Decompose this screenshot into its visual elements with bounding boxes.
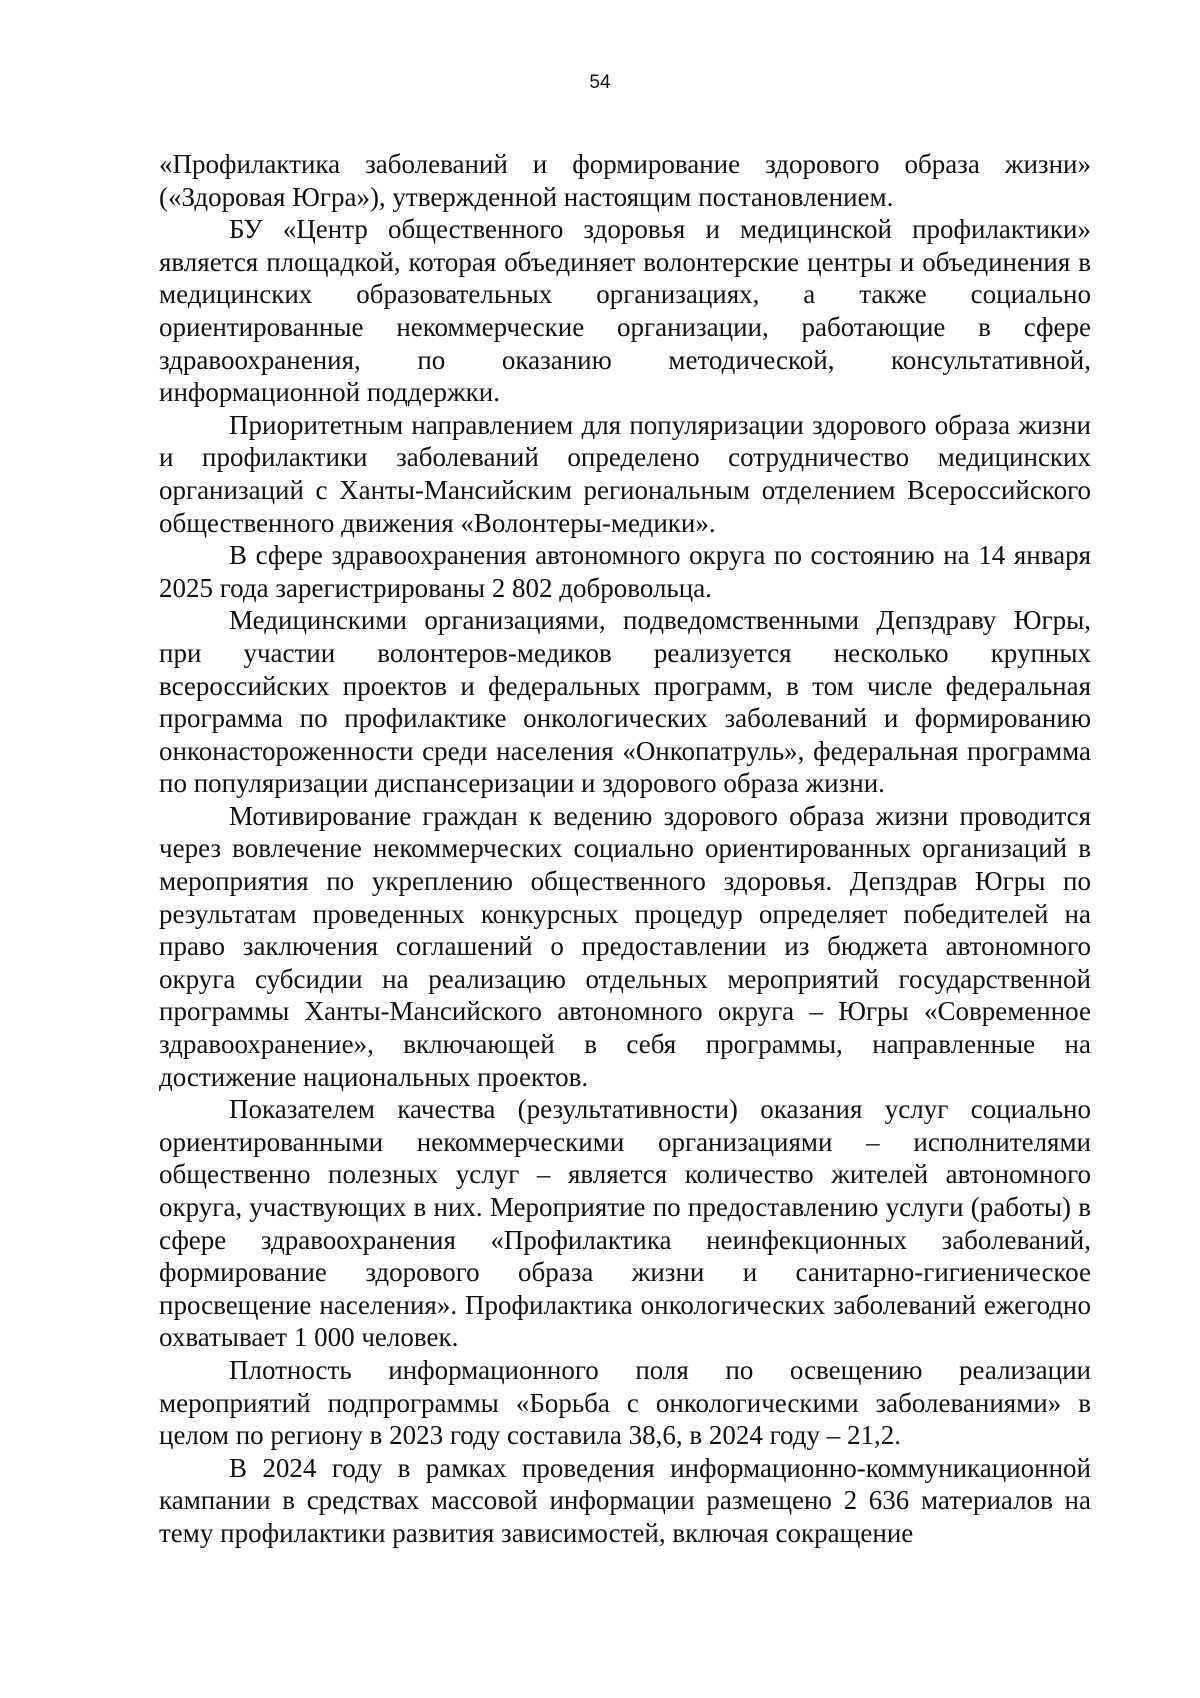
paragraph-volunteers-count: В сфере здравоохранения автономного округа по состоянию на 14 января 2025 года зарегистрированы 2 802 добровольца. xyxy=(159,540,1091,603)
paragraph-information-density: Плотность информационного поля по освещению реализации мероприятий подпрограммы «Борьба с онкологическими заболеваниями» в целом по региону в 2023 году составила 38,6, в 2024 году – 21,2. xyxy=(159,1354,1091,1451)
paragraph-public-health-center: БУ «Центр общественного здоровья и медицинской профилактики» является площадкой, которая объединяет волонтерские центры и объединения в медицинских образовательных организациях, а также социально ориентированные некоммерческие организации, работающие в сфере здравоохранения, по оказанию методической, консультативной, информационной поддержки. xyxy=(159,214,1091,408)
paragraph-priority-direction: Приоритетным направлением для популяризации здорового образа жизни и профилактики заболеваний определено сотрудничество медицинских организаций с Ханты-Мансийским региональным отделением Всероссийского общественного движения «Волонтеры-медики». xyxy=(159,409,1091,538)
paragraph-program-continuation: «Профилактика заболеваний и формирование здорового образа жизни» («Здоровая Югра»), утвержденной настоящим постановлением. xyxy=(159,149,1091,212)
page-number: 54 xyxy=(589,72,611,93)
paragraph-motivation: Мотивирование граждан к ведению здорового образа жизни проводится через вовлечение некоммерческих социально ориентированных организаций в мероприятия по укреплению общественного здоровья. Депздрав Югры по результатам проведенных конкурсных процедур определяет победителей на право заключения соглашений о предоставлении из бюджета автономного округа субсидии на реализацию отдельных мероприятий государственной программы Ханты-Мансийского автономного округа – Югры «Современное здравоохранение», включающей в себя программы, направленные на достижение национальных проектов. xyxy=(159,800,1091,1092)
document-body xyxy=(159,148,1091,1550)
paragraph-quality-indicator: Показателем качества (результативности) оказания услуг социально ориентированными некоммерческими организациями – исполнителями общественно полезных услуг – является количество жителей автономного округа, участвующих в них. Мероприятие по предоставлению услуги (работы) в сфере здравоохранения «Профилактика неинфекционных заболеваний, формирование здорового образа жизни и санитарно-гигиеническое просвещение населения». Профилактика онкологических заболеваний ежегодно охватывает 1 000 человек. xyxy=(159,1094,1091,1353)
paragraph-media-campaign: В 2024 году в рамках проведения информационно-коммуникационной кампании в средствах массовой информации размещено 2 636 материалов на тему профилактики развития зависимостей, включая сокращение xyxy=(159,1452,1091,1548)
paragraph-federal-programs: Медицинскими организациями, подведомственными Депздраву Югры, при участии волонтеров-медиков реализуется несколько крупных всероссийских проектов и федеральных программ, в том числе федеральная программа по профилактике онкологических заболеваний и формированию онконастороженности среди населения «Онкопатруль», федеральная программа по популяризации диспансеризации и здорового образа жизни. xyxy=(159,605,1091,799)
